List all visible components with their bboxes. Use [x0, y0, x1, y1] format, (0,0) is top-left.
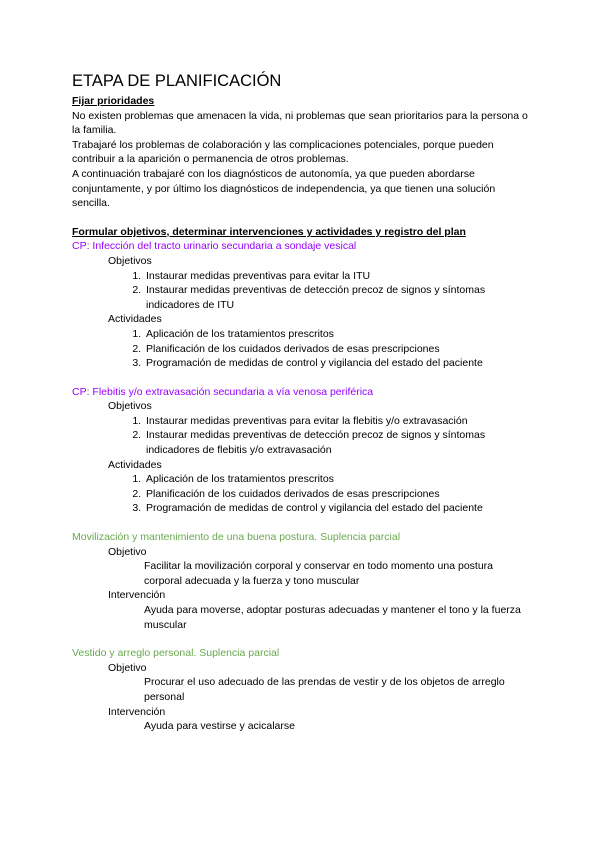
list-item: 2. Planificación de los cuidados derivados de esas prescripciones [144, 487, 532, 502]
intervencion-text: Ayuda para vestirse y acicalarse [144, 720, 295, 733]
list-item: 2. Planificación de los cuidados derivados de esas prescripciones [144, 342, 532, 357]
list-item: 1. Aplicación de los tratamientos prescritos [144, 327, 532, 342]
list-item: 2. Instaurar medidas preventivas de detección precoz de signos y síntomas indicadores de flebitis y/o extravasación [144, 428, 532, 457]
paragraph: Trabajaré los problemas de colaboración y las complicaciones potenciales, porque pueden contribuir a la aparición o permanencia de otros problemas. [72, 138, 494, 166]
list-item: 1. Aplicación de los tratamientos prescritos [144, 472, 532, 487]
actividades-label: Actividades [108, 458, 162, 471]
actividades-list [72, 472, 532, 516]
intervencion-label: Intervención [108, 705, 166, 718]
section-heading-objetivos: Formular objetivos, determinar intervenciones y actividades y registro del plan [72, 225, 466, 238]
section-heading-prioridades: Fijar prioridades [72, 95, 155, 107]
intervencion-text: Ayuda para moverse, adoptar posturas adecuadas y mantener el tono y la fuerza muscular [144, 604, 521, 631]
intervencion-label: Intervención [108, 589, 166, 602]
dx-title-movilizacion: Movilización y mantenimiento de una buena postura. Suplencia parcial [72, 531, 401, 544]
objetivo-label: Objetivo [108, 661, 147, 674]
list-item: 1. Instaurar medidas preventivas para evitar la ITU [144, 269, 532, 284]
objetivo-text: Procurar el uso adecuado de las prendas de vestir y de los objetos de arreglo personal [144, 676, 505, 703]
objetivos-label: Objetivos [108, 254, 152, 267]
page-title: ETAPA DE PLANIFICACIÓN [72, 72, 282, 90]
list-item: 3. Programación de medidas de control y vigilancia del estado del paciente [144, 356, 532, 371]
paragraph: A continuación trabajaré con los diagnósticos de autonomía, ya que pueden abordarse conjuntamente, y por último los diagnósticos de independencia, ya que tienen una solución sencilla. [72, 167, 496, 210]
cp-title-itu: CP: Infección del tracto urinario secundaria a sondaje vesical [72, 240, 357, 253]
dx-title-vestido: Vestido y arreglo personal. Suplencia parcial [72, 647, 280, 660]
objetivo-label: Objetivo [108, 545, 147, 558]
paragraph: No existen problemas que amenacen la vida, ni problemas que sean prioritarios para la persona o la familia. [72, 109, 528, 137]
objetivos-label: Objetivos [108, 400, 152, 413]
list-item: 1. Instaurar medidas preventivas para evitar la flebitis y/o extravasación [144, 414, 532, 429]
actividades-list [72, 327, 532, 371]
actividades-label: Actividades [108, 313, 162, 326]
document-content [72, 70, 532, 734]
objetivos-list [72, 414, 532, 458]
cp-title-flebitis: CP: Flebitis y/o extravasación secundaria a vía venosa periférica [72, 385, 374, 398]
objetivo-text: Facilitar la movilización corporal y conservar en todo momento una postura corporal adecuada y la fuerza y tono muscular [144, 560, 493, 587]
list-item: 3. Programación de medidas de control y vigilancia del estado del paciente [144, 501, 532, 516]
list-item: 2. Instaurar medidas preventivas de detección precoz de signos y síntomas indicadores de ITU [144, 283, 532, 312]
objetivos-list [72, 269, 532, 313]
